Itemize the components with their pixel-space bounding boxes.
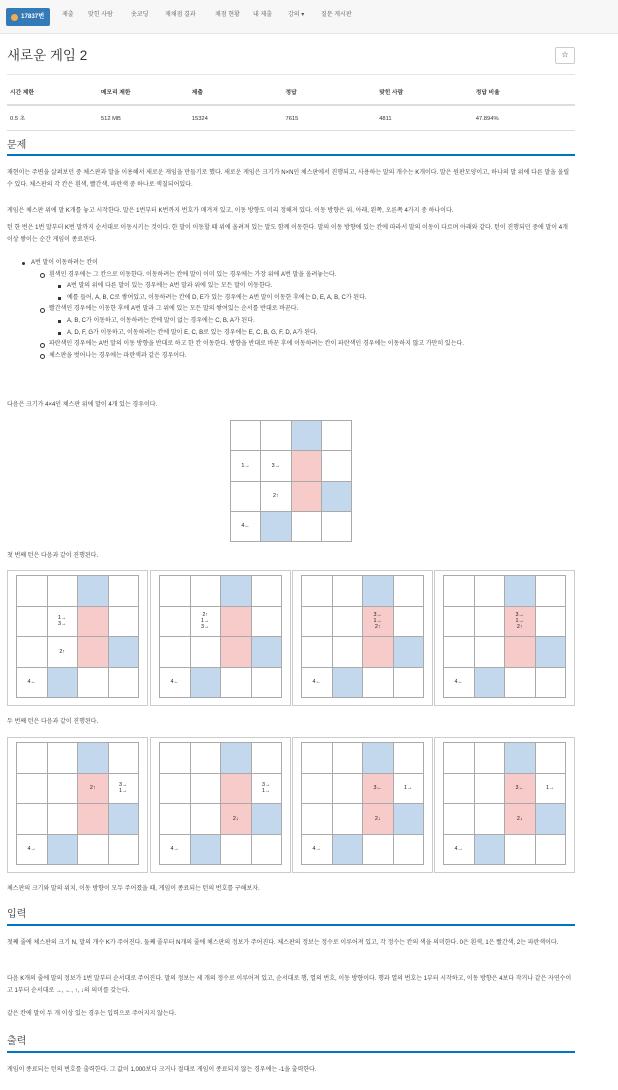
board-cell	[191, 607, 222, 638]
board-cell	[505, 668, 536, 699]
board-cell	[160, 668, 191, 699]
board-cell	[536, 835, 567, 866]
piece-label: 3→	[119, 782, 128, 789]
nav-lectures-dropdown[interactable]: 강의 ▾	[288, 12, 305, 18]
board-cell	[302, 668, 333, 699]
piece-label: 3→	[201, 624, 210, 631]
piece-label: 3←	[373, 785, 382, 792]
piece-label: 1→	[373, 618, 382, 625]
board-cell	[109, 774, 140, 805]
piece-label: 4→	[454, 846, 463, 853]
top-navbar	[0, 0, 618, 34]
value-solved-users: 4811	[376, 105, 473, 130]
problem-heading-underline	[7, 154, 575, 156]
piece-label: 2↓	[516, 815, 523, 822]
value-accuracy: 47.894%	[473, 105, 575, 130]
piece-label: 3→	[373, 611, 382, 618]
piece-label: 3←	[515, 785, 524, 792]
rule-item: 예를 들어, A, B, C로 쌓여있고, 이동하려는 칸에 D, E가 있는 경우에는 A번 말이 이동한 후에는 D, E, A, B, C가 된다.	[7, 293, 573, 305]
board-cell	[302, 637, 333, 668]
turn1-step-grid	[443, 575, 566, 698]
piece-label: 1→	[515, 618, 524, 625]
board-cell	[252, 835, 283, 866]
board-cell	[394, 637, 425, 668]
board-cell	[505, 607, 536, 638]
board-cell	[394, 835, 425, 866]
piece-label: 4←	[312, 679, 321, 686]
turn2-step-grid	[301, 742, 424, 865]
board-cell	[536, 637, 567, 668]
piece-label: 2↑	[273, 493, 279, 500]
board-cell	[17, 743, 48, 774]
board-cell	[505, 743, 536, 774]
board-cell	[475, 668, 506, 699]
board-cell	[363, 743, 394, 774]
header-accuracy: 정답 비율	[473, 86, 575, 105]
board-cell	[109, 835, 140, 866]
board-cell	[444, 743, 475, 774]
input-paragraph-1: 첫째 줄에 체스판의 크기 N, 말의 개수 K가 주어진다. 둘째 줄부터 N개의 줄에 체스판의 정보가 주어진다. 체스판의 정보는 정수로 이루어져 있고, 각 정수는 칸의 색을 의미한다. 0은 흰색, 1은 빨간색, 2는 파란색이다.	[7, 940, 559, 946]
board-cell	[261, 421, 291, 451]
nav-status[interactable]: 채점 현황	[215, 12, 240, 18]
header-memory-limit: 메모리 제한	[98, 86, 189, 105]
board-cell	[17, 576, 48, 607]
board-cell	[109, 804, 140, 835]
nav-short-coding[interactable]: 숏코딩	[131, 12, 149, 18]
piece-label: 3→	[58, 621, 67, 628]
board-cell	[48, 637, 79, 668]
board-cell	[444, 576, 475, 607]
turn2-step-grid	[443, 742, 566, 865]
rule-item: 빨간색인 경우에는 이동한 후에 A번 말과 그 위에 있는 모든 말의 쌓여있는 순서를 반대로 바꾼다.	[7, 304, 573, 316]
board-cell	[505, 576, 536, 607]
board-cell	[17, 637, 48, 668]
board-cell	[261, 451, 291, 481]
board-cell	[363, 607, 394, 638]
rule-item: A번 말이 이동하려는 칸이	[7, 258, 573, 270]
board-cell	[444, 835, 475, 866]
turn1-intro: 첫 번째 턴은 다음과 같이 진행된다.	[7, 553, 99, 559]
piece-label: 2↑	[59, 648, 66, 655]
board-cell	[191, 668, 222, 699]
board-cell	[252, 668, 283, 699]
piece-label: 4→	[312, 846, 321, 853]
header-accepted: 정답	[282, 86, 376, 105]
piece-label: 2↑	[374, 624, 381, 631]
divider	[7, 74, 575, 75]
board-cell	[160, 804, 191, 835]
board-cell	[302, 743, 333, 774]
board-cell	[231, 482, 261, 512]
turn2-step-grid	[159, 742, 282, 865]
piece-label: 1→	[546, 785, 555, 792]
board-cell	[109, 607, 140, 638]
board-cell	[505, 637, 536, 668]
turn2-intro: 두 번째 턴은 다음과 같이 진행된다.	[7, 719, 99, 725]
output-heading-underline	[7, 1051, 575, 1053]
value-accepted: 7615	[282, 105, 376, 130]
board-cell	[261, 512, 291, 542]
problem-closing: 체스판의 크기와 말의 위치, 이동 방향이 모두 주어졌을 때, 게임이 종료되는 턴의 번호를 구해보자.	[7, 886, 260, 892]
header-solved-users: 맞힌 사람	[376, 86, 473, 105]
board-cell	[221, 774, 252, 805]
piece-label: 4→	[27, 846, 36, 853]
problem-paragraph-1: 재현이는 주변을 살펴보던 중 체스판과 말을 이용해서 새로운 게임을 만들기로 했다. 새로운 게임은 크기가 N×N인 체스판에서 진행되고, 사용하는 말의 개수는 K개이다. 말은 원판모양이고, 하나의 말 위에 다른 말을 올릴 수 있다. 체스판의 각 칸은 흰색, 빨간색, 파란색 중 하나로 색칠되어있다.	[7, 170, 570, 188]
board-cell	[48, 743, 79, 774]
board-cell	[252, 804, 283, 835]
piece-label: 4←	[241, 523, 250, 530]
input-paragraph-3: 같은 칸에 말이 두 개 이상 있는 경우는 입력으로 주어지지 않는다.	[7, 1011, 177, 1017]
board-cell	[475, 607, 506, 638]
board-cell	[302, 607, 333, 638]
board-cell	[505, 804, 536, 835]
board-cell	[221, 835, 252, 866]
board-cell	[363, 637, 394, 668]
board-cell	[17, 668, 48, 699]
board-cell	[475, 774, 506, 805]
board-cell	[252, 607, 283, 638]
board-cell	[191, 835, 222, 866]
board-cell	[333, 607, 364, 638]
rule-item: 흰색인 경우에는 그 칸으로 이동한다. 이동하려는 칸에 말이 이미 있는 경우에는 가장 위에 A번 말을 올려놓는다.	[7, 270, 573, 282]
nav-qna-board[interactable]: 질문 게시판	[321, 12, 352, 18]
nav-solved-users[interactable]: 맞힌 사람	[88, 12, 113, 18]
problem-paragraph-3: 턴 한 번은 1번 말부터 K번 말까지 순서대로 이동시키는 것이다. 한 말이 이동할 때 위에 올려져 있는 말도 함께 이동한다. 말의 이동 방향에 있는 칸에 따라서 말의 이동이 다르며 아래와 같다. 턴이 진행되던 중에 말이 4개 이상 쌓이는 순간 게임이 종료된다.	[7, 225, 568, 243]
turn1-step-grid	[301, 575, 424, 698]
board-cell	[160, 743, 191, 774]
board-cell	[444, 804, 475, 835]
board-cell	[302, 835, 333, 866]
favorite-star-button[interactable]	[555, 47, 575, 64]
board-cell	[160, 774, 191, 805]
piece-label: 3→	[271, 462, 281, 469]
board-cell	[333, 637, 364, 668]
board-cell	[536, 668, 567, 699]
rule-item: A번 말의 위에 다른 말이 있는 경우에는 A번 말과 위에 있는 모든 말이 이동한다.	[7, 281, 573, 293]
piece-label: 2↑	[516, 624, 523, 631]
board-cell	[333, 835, 364, 866]
piece-label: 2↓	[374, 815, 381, 822]
board-cell	[191, 743, 222, 774]
board-cell	[160, 835, 191, 866]
board-cell	[78, 607, 109, 638]
board-cell	[48, 576, 79, 607]
piece-label: 2↑	[202, 611, 209, 618]
header-time-limit: 시간 제한	[7, 86, 98, 105]
output-paragraph: 게임이 종료되는 턴의 번호를 출력한다. 그 값이 1,000보다 크거나 절대로 게임이 종료되지 않는 경우에는 -1을 출력한다.	[7, 1067, 317, 1073]
board-cell	[322, 482, 352, 512]
board-cell	[109, 743, 140, 774]
board-cell	[475, 637, 506, 668]
board-cell	[292, 451, 322, 481]
piece-label: 3→	[515, 611, 524, 618]
board-cell	[444, 637, 475, 668]
turn2-step-grid	[16, 742, 139, 865]
problem-paragraph-2: 게임은 체스판 위에 말 K개를 놓고 시작한다. 말은 1번부터 K번까지 번호가 매겨져 있고, 이동 방향도 미리 정해져 있다. 이동 방향은 위, 아래, 왼쪽, 오른쪽 4가지 중 하나이다.	[7, 208, 454, 214]
board-cell	[363, 804, 394, 835]
piece-label: 1→	[404, 785, 413, 792]
board-cell	[394, 576, 425, 607]
board-cell	[292, 512, 322, 542]
board-cell	[302, 804, 333, 835]
board-cell	[292, 421, 322, 451]
board-cell	[17, 774, 48, 805]
board-cell	[394, 804, 425, 835]
board-cell	[505, 835, 536, 866]
board-cell	[333, 668, 364, 699]
badge-dot-icon	[11, 14, 18, 21]
board-cell	[78, 804, 109, 835]
output-heading: 출력	[7, 1036, 27, 1047]
page-title: 새로운 게임 2	[7, 48, 88, 63]
board-cell	[261, 482, 291, 512]
board-cell	[505, 774, 536, 805]
turn1-step-grid	[16, 575, 139, 698]
board-cell	[48, 607, 79, 638]
board-cell	[252, 774, 283, 805]
board-cell	[109, 576, 140, 607]
board-cell	[48, 835, 79, 866]
board-cell	[78, 835, 109, 866]
board-cell	[536, 607, 567, 638]
board-cell	[322, 421, 352, 451]
board-cell	[536, 804, 567, 835]
problem-number: 17837번	[21, 13, 45, 21]
piece-label: 1→	[119, 788, 128, 795]
board-cell	[17, 804, 48, 835]
board-cell	[221, 743, 252, 774]
piece-label: 3→	[262, 782, 271, 789]
board-cell	[17, 607, 48, 638]
board-cell	[475, 835, 506, 866]
board-cell	[221, 576, 252, 607]
board-cell	[17, 835, 48, 866]
board-cell	[252, 743, 283, 774]
board-cell	[394, 607, 425, 638]
board-cell	[252, 576, 283, 607]
board-cell	[302, 576, 333, 607]
input-heading: 입력	[7, 909, 27, 920]
header-submissions: 제출	[189, 86, 283, 105]
piece-label: 1→	[262, 788, 271, 795]
rule-item: A, D, F, G가 이동하고, 이동하려는 칸에 말이 E, C, B로 있는 경우에는 E, C, B, G, F, D, A가 된다.	[7, 328, 573, 340]
board-cell	[78, 668, 109, 699]
nav-submit[interactable]: 제출	[62, 12, 74, 18]
board-cell	[160, 607, 191, 638]
board-cell	[475, 804, 506, 835]
rule-item: 체스판을 벗어나는 경우에는 파란색과 같은 경우이다.	[7, 351, 573, 363]
board-cell	[444, 774, 475, 805]
value-time-limit: 0.5 초	[7, 105, 98, 130]
piece-label: 4→	[170, 846, 179, 853]
board-cell	[48, 668, 79, 699]
board-cell	[536, 576, 567, 607]
board-cell	[231, 451, 261, 481]
input-heading-underline	[7, 924, 575, 926]
rule-item: A, B, C가 이동하고, 이동하려는 칸에 말이 없는 경우에는 C, B, A가 된다.	[7, 316, 573, 328]
board-cell	[475, 743, 506, 774]
board-cell	[160, 637, 191, 668]
board-cell	[394, 668, 425, 699]
board-cell	[333, 743, 364, 774]
board-cell	[302, 774, 333, 805]
piece-label: 2↑	[89, 785, 96, 792]
board-cell	[109, 668, 140, 699]
board-cell	[394, 774, 425, 805]
board-cell	[363, 835, 394, 866]
initial-board-grid	[230, 420, 352, 542]
board-cell	[191, 804, 222, 835]
board-cell	[78, 576, 109, 607]
piece-label: 4←	[454, 679, 463, 686]
piece-label: 1→	[58, 615, 67, 622]
board-cell	[221, 804, 252, 835]
board-cell	[333, 576, 364, 607]
piece-label: 1→	[201, 618, 210, 625]
board-cell	[333, 804, 364, 835]
board-cell	[48, 804, 79, 835]
board-cell	[221, 637, 252, 668]
movement-rules-list	[7, 258, 573, 362]
piece-label: 2↓	[232, 815, 239, 822]
board-cell	[191, 774, 222, 805]
board-cell	[160, 576, 191, 607]
value-memory-limit: 512 MB	[98, 105, 189, 130]
board-cell	[363, 576, 394, 607]
board-cell	[322, 451, 352, 481]
board-cell	[333, 774, 364, 805]
board-cell	[231, 421, 261, 451]
nav-rejudge-results[interactable]: 재채점 결과	[165, 12, 196, 18]
nav-my-submissions[interactable]: 내 제출	[253, 12, 273, 18]
input-paragraph-2: 다음 K개의 줄에 말의 정보가 1번 말부터 순서대로 주어진다. 말의 정보는 세 개의 정수로 이루어져 있고, 순서대로 행, 열의 번호, 이동 방향이다. 행과 열의 번호는 1부터 시작하고, 이동 방향은 4보다 작거나 같은 자연수이고 1부터 순서대로 →, ←, ↑, ↓의 의미를 갖는다.	[7, 976, 572, 994]
board-cell	[48, 774, 79, 805]
turn1-step-grid	[159, 575, 282, 698]
rule-item: 파란색인 경우에는 A번 말의 이동 방향을 반대로 하고 한 칸 이동한다. 방향을 반대로 바꾼 후에 이동하려는 칸이 파란색인 경우에는 이동하지 않고 가만히 있는다.	[7, 339, 573, 351]
board-cell	[536, 743, 567, 774]
value-submissions: 15324	[189, 105, 283, 130]
board-cell	[394, 743, 425, 774]
board-cell	[536, 774, 567, 805]
board-cell	[322, 512, 352, 542]
problem-heading: 문제	[7, 140, 27, 151]
board-cell	[444, 668, 475, 699]
board-cell	[444, 607, 475, 638]
piece-label: 4←	[27, 679, 36, 686]
board-cell	[221, 668, 252, 699]
star-icon: ☆	[561, 50, 569, 60]
board-cell	[363, 668, 394, 699]
board-cell	[231, 512, 261, 542]
problem-number-badge[interactable]	[6, 8, 50, 26]
board-cell	[191, 637, 222, 668]
board-cell	[78, 637, 109, 668]
board-cell	[109, 637, 140, 668]
board-cell	[252, 637, 283, 668]
example-intro: 다음은 크기가 4×4인 체스판 위에 말이 4개 있는 경우이다.	[7, 402, 158, 408]
board-cell	[363, 774, 394, 805]
board-cell	[78, 774, 109, 805]
piece-label: 1→	[241, 462, 250, 469]
board-cell	[475, 576, 506, 607]
board-cell	[221, 607, 252, 638]
problem-info-table	[7, 86, 575, 131]
piece-label: 4←	[170, 679, 179, 686]
board-cell	[292, 482, 322, 512]
board-cell	[191, 576, 222, 607]
board-cell	[78, 743, 109, 774]
